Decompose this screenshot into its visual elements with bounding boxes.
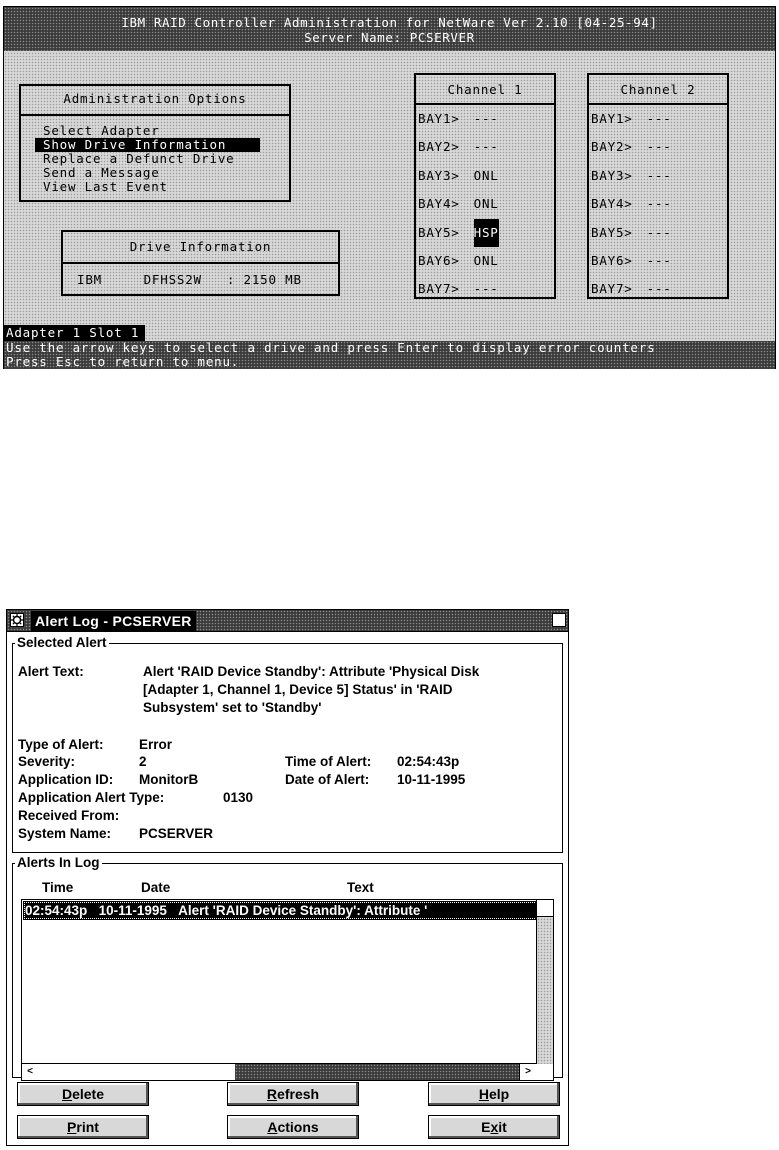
row-time: 02:54:43p [25,903,88,918]
horizontal-scroll-thumb[interactable] [38,1064,235,1080]
bay-label: BAY5> [418,224,460,240]
refresh-mnemonic: R [266,1086,278,1102]
date-of-alert-value: 10-11-1995 [397,772,466,787]
status-help-line-1: Use the arrow keys to select a drive and press Enter to display error counters [6,340,656,355]
channel-1-title: Channel 1 [414,75,556,105]
refresh-label: efresh [277,1086,320,1102]
bay-label: BAY6> [418,252,460,268]
bay-label: BAY3> [418,167,460,183]
menu-item-send-message[interactable]: Send a Message [43,165,160,180]
server-name: Server Name: PCSERVER [304,30,475,45]
vertical-scrollbar[interactable] [536,900,553,1064]
delete-mnemonic: D [61,1086,73,1102]
admin-options-panel [19,84,291,202]
channel-2-bay-2[interactable] [589,133,727,161]
alert-text-line-2: [Adapter 1, Channel 1, Device 5] Status' in 'RAID [143,682,453,697]
alert-text-label: Alert Text: [18,664,84,679]
channel-2-bay-3[interactable] [589,162,727,190]
channel-1-bay-6[interactable] [416,247,554,275]
menu-item-show-drive-information[interactable]: Show Drive Information [35,138,260,152]
application-id-value: MonitorB [139,772,199,787]
bay-label: BAY7> [591,281,633,297]
channel-1-bay-3[interactable] [416,162,554,190]
channel-1-bay-2[interactable] [416,133,554,161]
bay-label: BAY6> [591,252,633,268]
raid-admin-screen [3,6,776,369]
selected-alert-legend: Selected Alert [17,635,107,650]
menu-item-view-last-event[interactable]: View Last Event [43,179,168,194]
bay-status: --- [646,167,672,183]
alert-log-window [6,609,569,1146]
column-header-time[interactable]: Time [42,880,74,895]
application-alert-type-label: Application Alert Type: [18,790,165,805]
help-mnemonic: H [478,1086,489,1102]
channel-1-bay-7[interactable] [416,275,554,303]
date-of-alert-label: Date of Alert: [285,772,370,787]
system-menu-icon[interactable] [10,613,24,627]
channel-1-panel [414,73,556,299]
admin-options-title: Administration Options [21,86,289,116]
help-button[interactable] [428,1082,560,1106]
bay-label: BAY1> [591,111,633,126]
channel-2-panel [587,73,729,299]
selected-alert-group [12,636,563,853]
list-item[interactable] [23,901,538,920]
bay-status: --- [646,139,672,155]
drive-information-row: IBM DFHSS2W : 2150 MB [77,272,302,287]
bay-status: --- [646,224,672,240]
raid-title-bar [4,7,775,51]
system-name-value: PCSERVER [139,826,214,841]
horizontal-scroll-track[interactable] [235,1064,519,1080]
help-label: elp [488,1086,510,1102]
channel-1-bay-1[interactable] [416,105,554,133]
bay-status: --- [473,281,499,297]
bay-status: ONL [473,167,499,183]
drive-information-title: Drive Information [63,232,338,264]
bay-label: BAY4> [418,196,460,212]
channel-2-bay-1[interactable] [589,105,727,133]
type-of-alert-value: Error [139,737,173,752]
bay-status: --- [646,196,672,212]
scroll-left-icon[interactable]: < [22,1064,39,1080]
alert-text-line-1: Alert 'RAID Device Standby': Attribute 'Physical Disk [143,664,480,679]
channel-2-title: Channel 2 [587,75,729,105]
bay-label: BAY2> [591,139,633,155]
menu-item-select-adapter[interactable]: Select Adapter [43,123,160,138]
alerts-list[interactable] [21,899,554,1081]
bay-status: --- [646,281,672,297]
actions-button[interactable] [227,1115,359,1139]
print-button[interactable] [17,1115,149,1139]
column-header-date[interactable]: Date [141,880,171,895]
bay-status-selected: HSP [474,219,499,247]
status-help-line-2: Press Esc to return to menu. [6,354,240,369]
exit-label-prefix: E [481,1119,491,1135]
channel-2-bay-5[interactable] [589,219,727,247]
raid-title: IBM RAID Controller Administration for NetWare Ver 2.10 [04-25-94] [121,15,658,30]
exit-button[interactable] [428,1115,560,1139]
application-id-label: Application ID: [18,772,114,787]
channel-2-bay-6[interactable] [589,247,727,275]
delete-button[interactable] [17,1082,149,1106]
window-title: Alert Log - PCSERVER [31,611,196,631]
bay-status: ONL [473,196,499,212]
bay-label: BAY4> [591,196,633,212]
exit-mnemonic: x [490,1119,499,1135]
channel-1-bay-4[interactable] [416,190,554,218]
bay-status: --- [473,139,499,155]
exit-label: it [498,1119,507,1135]
column-header-text[interactable]: Text [347,880,374,895]
bay-label: BAY2> [418,139,460,155]
alerts-in-log-legend: Alerts In Log [17,855,100,870]
alerts-in-log-group [12,856,563,1078]
print-mnemonic: P [67,1119,77,1135]
horizontal-scrollbar[interactable] [22,1063,536,1080]
bay-label: BAY7> [418,281,460,297]
menu-item-replace-defunct-drive[interactable]: Replace a Defunct Drive [43,151,235,166]
bay-status: --- [473,111,499,126]
application-alert-type-value: 0130 [223,790,254,805]
row-date: 10-11-1995 [98,903,167,918]
refresh-button[interactable] [227,1082,359,1106]
minimize-icon[interactable]: ▫ [552,613,566,627]
print-label: rint [76,1119,99,1135]
bay-status: ONL [473,252,499,268]
status-bar [4,341,775,369]
delete-label: elete [72,1086,105,1102]
system-name-label: System Name: [18,826,112,841]
bay-label: BAY1> [418,111,460,126]
severity-label: Severity: [18,754,76,769]
alert-text-line-3: Subsystem' set to 'Standby' [143,700,322,715]
channel-2-bay-4[interactable] [589,190,727,218]
severity-value: 2 [139,754,147,769]
bay-label: BAY5> [591,224,633,240]
time-of-alert-label: Time of Alert: [285,754,372,769]
actions-label: ctions [277,1119,319,1135]
received-from-label: Received From: [18,808,120,823]
channel-1-bay-5[interactable] [416,219,554,247]
channel-2-bay-7[interactable] [589,275,727,303]
time-of-alert-value: 02:54:43p [397,754,460,769]
adapter-slot-label: Adapter 1 Slot 1 [4,325,145,341]
bay-status: --- [646,252,672,268]
vertical-scroll-thumb[interactable] [537,900,553,917]
scroll-right-icon[interactable]: > [519,1064,536,1080]
actions-mnemonic: A [267,1119,278,1135]
bay-status: --- [646,111,672,126]
row-text: Alert 'RAID Device Standby': Attribute ' [178,903,428,918]
window-titlebar [7,610,568,632]
bay-label: BAY3> [591,167,633,183]
type-of-alert-label: Type of Alert: [18,737,104,752]
drive-information-panel [61,230,340,296]
